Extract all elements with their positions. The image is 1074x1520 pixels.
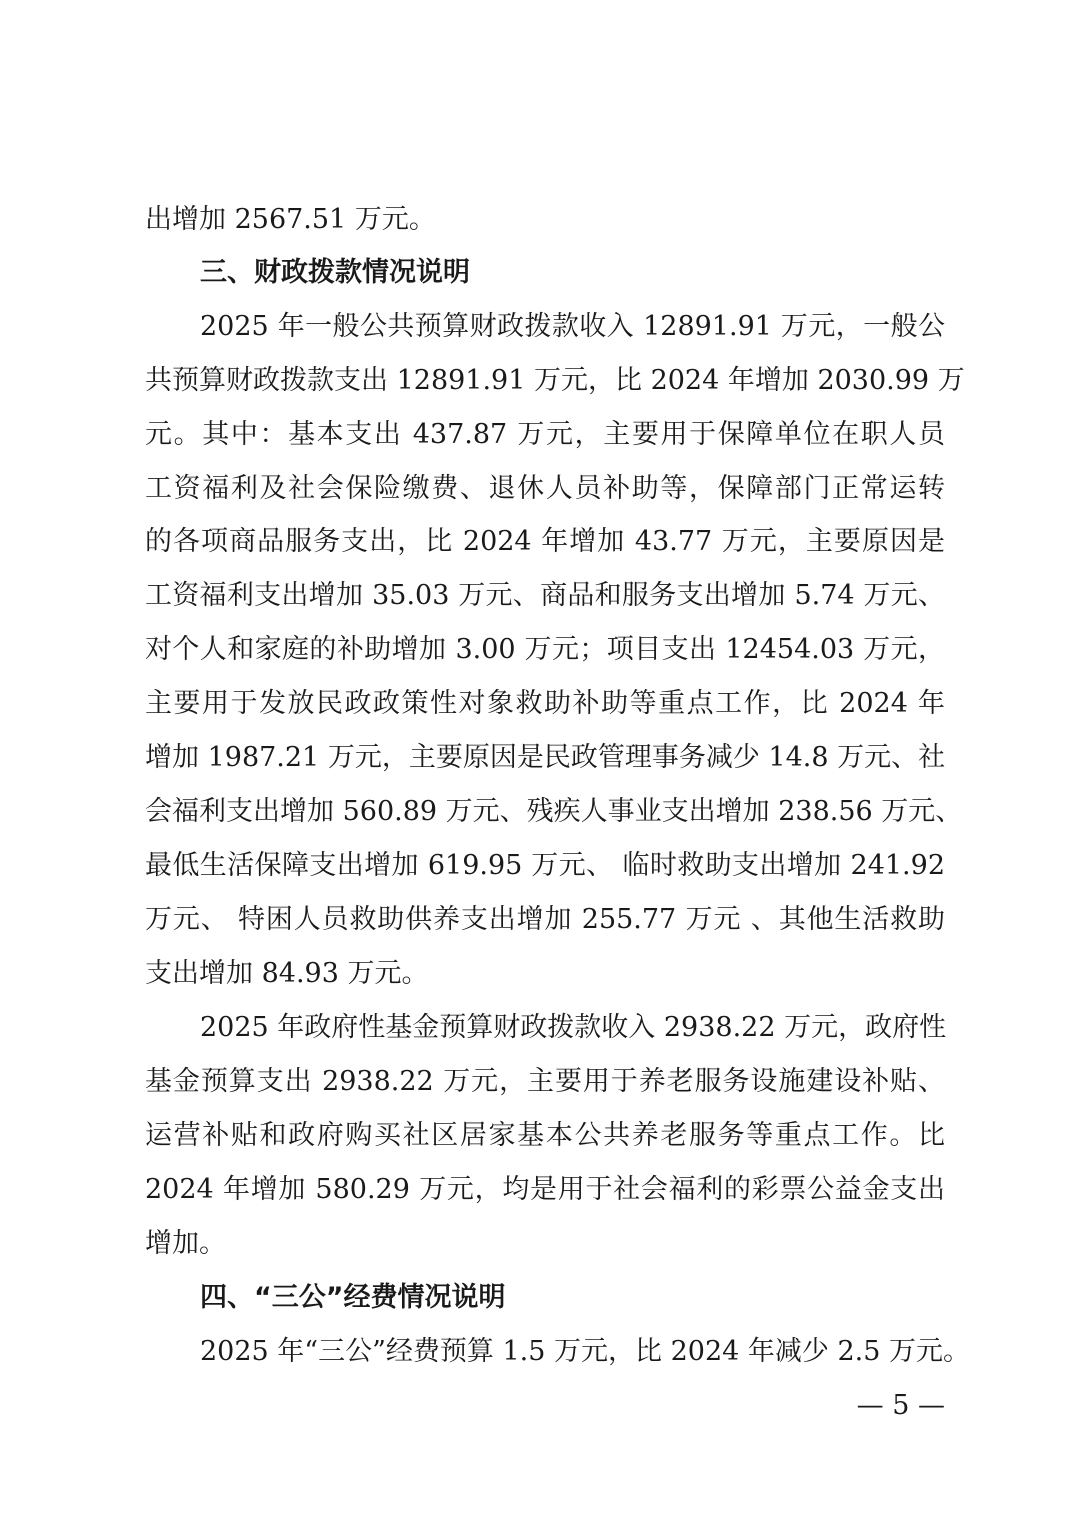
paragraph-line: 会福利支出增加 560.89 万元、残疾人事业支出增加 238.56 万元、 xyxy=(145,796,963,827)
paragraph-line: 基金预算支出 2938.22 万元，主要用于养老服务设施建设补贴、 xyxy=(145,1066,945,1097)
paragraph-line: 对个人和家庭的补助增加 3.00 万元；项目支出 12454.03 万元， xyxy=(145,634,945,665)
paragraph-line: 工资福利及社会保险缴费、退休人员补助等，保障部门正常运转 xyxy=(145,473,945,504)
paragraph-line: 增加 1987.21 万元，主要原因是民政管理事务减少 14.8 万元、社 xyxy=(145,742,946,773)
paragraph-line: 最低生活保障支出增加 619.95 万元、 临时救助支出增加 241.92 xyxy=(145,850,945,881)
paragraph-line: 2024 年增加 580.29 万元，均是用于社会福利的彩票公益金支出 xyxy=(145,1174,945,1205)
paragraph-line: 万元、 特困人员救助供养支出增加 255.77 万元 、其他生活救助 xyxy=(145,904,945,935)
paragraph-line: 工资福利支出增加 35.03 万元、商品和服务支出增加 5.74 万元、 xyxy=(145,580,945,611)
paragraph-line: 2025 年一般公共预算财政拨款收入 12891.91 万元，一般公 xyxy=(200,311,945,342)
paragraph-line: 2025 年“三公”经费预算 1.5 万元，比 2024 年减少 2.5 万元。 xyxy=(200,1336,970,1367)
page-number: — 5 — xyxy=(856,1390,945,1421)
section-heading: 三、财政拨款情况说明 xyxy=(200,257,470,288)
paragraph-line: 增加。 xyxy=(145,1228,226,1259)
paragraph-line: 出增加 2567.51 万元。 xyxy=(145,204,436,235)
paragraph-line: 共预算财政拨款支出 12891.91 万元，比 2024 年增加 2030.99 万 xyxy=(145,365,965,396)
paragraph-line: 运营补贴和政府购买社区居家基本公共养老服务等重点工作。比 xyxy=(145,1120,945,1151)
paragraph-line: 的各项商品服务支出，比 2024 年增加 43.77 万元，主要原因是 xyxy=(145,526,945,557)
section-heading: 四、“三公”经费情况说明 xyxy=(200,1282,506,1313)
paragraph-line: 2025 年政府性基金预算财政拨款收入 2938.22 万元，政府性 xyxy=(200,1012,947,1043)
paragraph-line: 支出增加 84.93 万元。 xyxy=(145,958,429,989)
paragraph-line: 主要用于发放民政政策性对象救助补助等重点工作，比 2024 年 xyxy=(145,688,945,719)
paragraph-line: 元。其中：基本支出 437.87 万元，主要用于保障单位在职人员 xyxy=(145,419,945,450)
